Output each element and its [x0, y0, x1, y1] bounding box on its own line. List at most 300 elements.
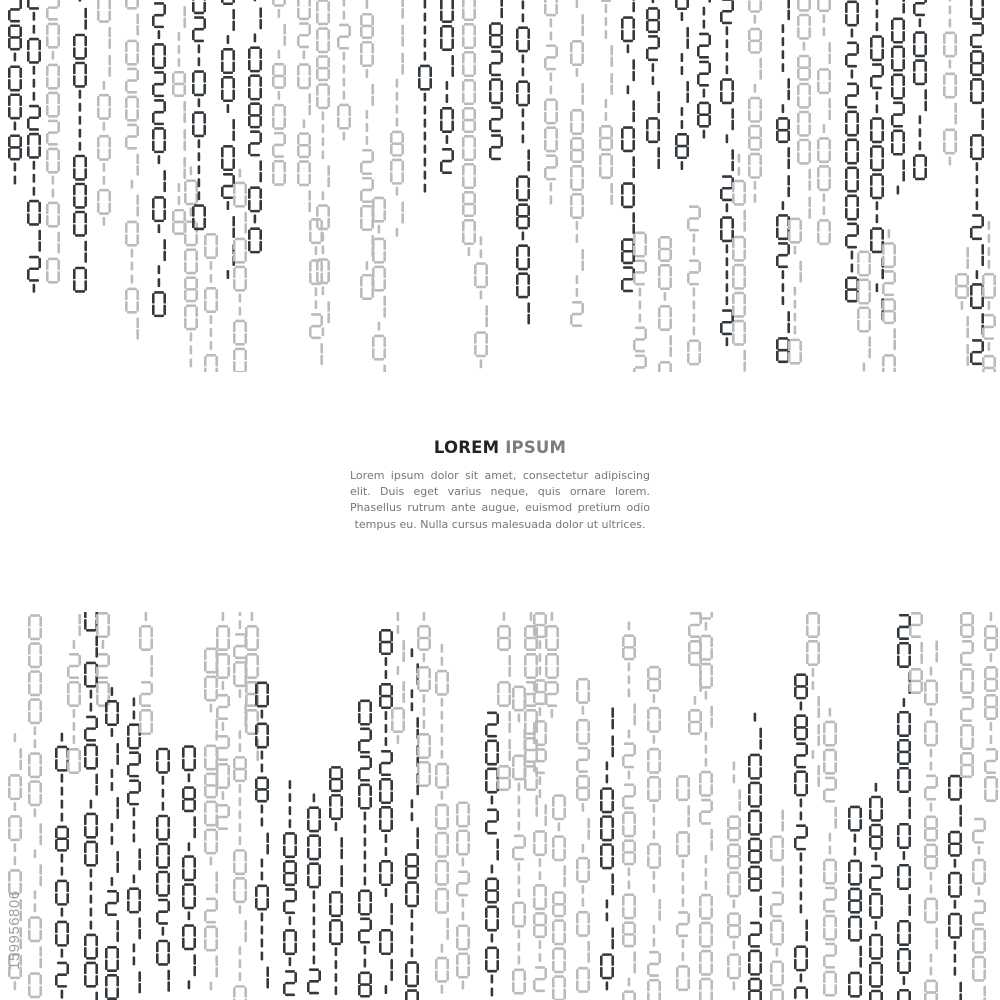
segment-dash: [343, 0, 346, 7]
digit-glyph: [891, 130, 905, 156]
digit-glyph: [456, 801, 470, 827]
digit-glyph: [152, 291, 166, 317]
digit-glyph: [732, 320, 746, 346]
segment-dash: [261, 804, 264, 813]
digit-glyph: [632, 156, 635, 178]
digit-glyph: [216, 804, 230, 830]
segment-dash: [254, 33, 257, 42]
segment-dash: [111, 836, 114, 845]
segment-dash: [90, 908, 93, 917]
segment-dash: [190, 345, 193, 354]
digit-glyph: [943, 32, 957, 58]
digit-glyph: [748, 866, 762, 892]
segment-dash: [978, 887, 981, 896]
digit-glyph: [955, 273, 969, 299]
digit-glyph: [699, 799, 713, 825]
segment-dash: [34, 849, 37, 858]
digit-glyph: [512, 755, 526, 781]
digit-glyph: [924, 679, 938, 705]
digit-glyph: [576, 911, 590, 937]
segment-dash: [726, 39, 729, 48]
digit-glyph: [248, 186, 262, 212]
digit-glyph: [182, 855, 196, 881]
digit-glyph: [882, 242, 896, 268]
digit-glyph: [570, 40, 584, 66]
segment-dash: [522, 67, 525, 76]
segment-dash: [289, 806, 292, 815]
digit-glyph: [204, 287, 218, 313]
segment-dash: [397, 666, 400, 675]
digit-glyph: [136, 154, 139, 176]
digit-glyph: [139, 681, 153, 707]
digit-glyph: [806, 640, 820, 666]
segment-dash: [682, 872, 685, 881]
digit-glyph: [358, 756, 372, 782]
digit-glyph: [435, 860, 449, 886]
digit-glyph: [781, 865, 784, 887]
digit-glyph: [848, 888, 862, 914]
segment-dash: [539, 666, 542, 675]
segment-dash: [652, 63, 655, 72]
segment-dash: [411, 948, 414, 957]
segment-dash: [754, 84, 757, 93]
digit-glyph: [308, 93, 311, 115]
segment-dash: [854, 847, 857, 856]
segment-dash: [653, 925, 656, 934]
digit-glyph: [817, 765, 820, 787]
segment-dash: [131, 180, 134, 189]
digit-glyph: [163, 170, 166, 192]
digit-glyph: [788, 218, 802, 244]
segment-dash: [315, 300, 318, 309]
digit-glyph: [97, 135, 111, 161]
segment-dash: [364, 877, 367, 886]
digit-glyph: [748, 922, 762, 948]
segment-dash: [188, 980, 191, 989]
segment-dash: [385, 711, 388, 720]
segment-dash: [289, 819, 292, 828]
digit-glyph: [720, 309, 734, 335]
segment-dash: [261, 817, 264, 826]
digit-glyph: [512, 969, 526, 995]
digit-glyph: [845, 277, 859, 303]
segment-dash: [90, 800, 93, 809]
segment-dash: [111, 823, 114, 832]
digit-glyph: [848, 806, 862, 832]
digit-glyph: [646, 7, 660, 33]
segment-dash: [903, 851, 906, 860]
digit-glyph: [732, 236, 746, 262]
segment-dash: [829, 846, 832, 855]
digit-glyph: [787, 175, 790, 197]
digit-glyph: [67, 748, 81, 774]
digit-glyph: [416, 827, 419, 849]
segment-dash: [79, 116, 82, 125]
segment-dash: [653, 817, 656, 826]
digit-glyph: [970, 214, 984, 240]
digit-glyph: [770, 919, 784, 945]
digit-glyph: [817, 696, 820, 718]
segment-dash: [396, 92, 399, 101]
segment-dash: [754, 181, 757, 190]
digit-glyph: [984, 694, 998, 720]
digit-glyph: [776, 337, 790, 363]
digit-glyph: [533, 748, 547, 774]
digit-glyph: [84, 813, 98, 839]
segment-dash: [52, 176, 55, 185]
digit-glyph: [897, 948, 911, 974]
digit-glyph: [686, 27, 689, 49]
digit-glyph: [245, 625, 259, 651]
segment-dash: [313, 916, 316, 925]
digit-glyph: [307, 806, 321, 832]
digit-glyph: [192, 16, 206, 42]
digit-glyph: [358, 700, 372, 726]
segment-dash: [364, 838, 367, 847]
digit-glyph: [440, 0, 454, 23]
segment-dash: [446, 135, 449, 144]
segment-dash: [278, 9, 281, 18]
digit-glyph: [105, 946, 119, 972]
segment-dash: [539, 858, 542, 867]
segment-dash: [800, 852, 803, 861]
digit-glyph: [19, 748, 22, 770]
digit-glyph: [732, 292, 746, 318]
digit-glyph: [823, 915, 837, 941]
digit-glyph: [972, 818, 986, 844]
digit-glyph: [379, 860, 393, 886]
digit-glyph: [28, 972, 42, 998]
digit-glyph: [435, 763, 449, 789]
digit-glyph: [720, 78, 734, 104]
digit-glyph: [204, 801, 218, 827]
digit-glyph: [417, 666, 431, 692]
segment-dash: [335, 822, 338, 831]
segment-dash: [158, 265, 161, 274]
segment-dash: [396, 187, 399, 196]
digit-glyph: [372, 335, 386, 361]
segment-dash: [61, 787, 64, 796]
digit-glyph: [485, 305, 488, 327]
digit-glyph: [960, 640, 974, 666]
digit-glyph: [84, 962, 98, 988]
segment-dash: [79, 103, 82, 112]
digit-glyph: [770, 988, 784, 1000]
digit-glyph: [95, 992, 98, 1000]
segment-dash: [133, 874, 136, 883]
digit-glyph: [27, 133, 41, 159]
digit-glyph: [309, 313, 323, 339]
digit-glyph: [462, 79, 476, 105]
digit-glyph: [489, 78, 503, 104]
digit-glyph: [474, 262, 488, 288]
digit-glyph: [360, 274, 374, 300]
digit-glyph: [402, 640, 405, 662]
digit-glyph: [675, 133, 689, 159]
segment-dash: [990, 612, 993, 621]
segment-dash: [903, 698, 906, 707]
body-paragraph: Lorem ipsum dolor sit amet, consectetur adipiscing elit. Duis eget varius neque, quis ornare lorem. Phasellus rutrum ante augue, euismod pretium odio tempus eu. Nulla cursus malesuada dolor ut ultrices.: [350, 469, 650, 531]
segment-dash: [823, 193, 826, 202]
segment-dash: [652, 76, 655, 85]
segment-dash: [491, 987, 494, 996]
digit-glyph: [817, 137, 831, 163]
digit-glyph: [982, 314, 996, 340]
segment-dash: [530, 612, 533, 621]
digit-glyph: [108, 27, 111, 49]
segment-dash: [576, 0, 579, 8]
digit-glyph: [215, 719, 218, 741]
segment-dash: [462, 857, 465, 866]
digit-glyph: [981, 244, 984, 266]
digit-glyph: [902, 160, 905, 182]
digit-glyph: [727, 843, 741, 869]
digit-glyph: [136, 195, 139, 217]
segment-dash: [133, 820, 136, 829]
segment-dash: [343, 65, 346, 74]
digit-glyph: [184, 276, 198, 302]
digit-glyph: [182, 786, 196, 812]
segment-dash: [733, 940, 736, 949]
digit-glyph: [462, 191, 476, 217]
segment-dash: [681, 66, 684, 75]
digit-glyph: [512, 686, 526, 712]
segment-dash: [111, 769, 114, 778]
digit-glyph: [215, 956, 218, 978]
digit-glyph: [248, 46, 262, 72]
segment-dash: [366, 69, 369, 78]
digit-glyph: [184, 248, 198, 274]
digit-glyph: [845, 167, 859, 193]
digit-glyph: [116, 920, 119, 942]
segment-dash: [539, 871, 542, 880]
digit-glyph: [55, 962, 69, 988]
segment-dash: [366, 261, 369, 270]
digit-glyph: [787, 311, 790, 333]
digit-glyph: [216, 625, 230, 651]
digit-glyph: [897, 642, 911, 668]
segment-dash: [198, 44, 201, 53]
digit-glyph: [255, 681, 269, 707]
digit-glyph: [360, 149, 374, 175]
bottom-digital-rain-band: [0, 612, 1000, 1000]
digit-glyph: [152, 99, 166, 125]
segment-dash: [366, 136, 369, 145]
segment-dash: [990, 653, 993, 662]
digit-glyph: [308, 190, 311, 212]
digit-glyph: [897, 711, 911, 737]
digit-glyph: [834, 807, 837, 829]
digit-glyph: [869, 934, 883, 960]
digit-glyph: [73, 211, 87, 237]
digit-glyph: [524, 765, 538, 791]
digit-glyph: [204, 648, 218, 674]
segment-dash: [888, 229, 891, 238]
segment-dash: [705, 758, 708, 767]
digit-glyph: [544, 0, 558, 16]
segment-dash: [261, 925, 264, 934]
digit-glyph: [358, 890, 372, 916]
digit-glyph: [748, 810, 762, 836]
digit-glyph: [152, 196, 166, 222]
segment-dash: [829, 708, 832, 717]
segment-dash: [653, 938, 656, 947]
digit-glyph: [485, 808, 499, 834]
digit-glyph: [797, 111, 811, 137]
digit-glyph: [845, 223, 859, 249]
digit-glyph: [204, 829, 218, 855]
digit-glyph: [658, 361, 672, 372]
digit-glyph: [823, 777, 837, 803]
digit-glyph: [622, 839, 636, 865]
digit-glyph: [544, 804, 547, 826]
digit-glyph: [633, 703, 636, 725]
digit-glyph: [748, 125, 762, 151]
digit-glyph: [759, 728, 762, 750]
segment-dash: [254, 0, 257, 1]
digit-glyph: [125, 68, 139, 94]
digit-glyph: [233, 985, 247, 1000]
digit-glyph: [233, 320, 247, 346]
digit-glyph: [516, 244, 530, 270]
digit-glyph: [96, 612, 110, 638]
segment-dash: [606, 981, 609, 990]
digit-glyph: [632, 212, 635, 234]
digit-glyph: [105, 700, 119, 726]
segment-dash: [829, 833, 832, 842]
digit-glyph: [266, 832, 269, 854]
segment-dash: [385, 985, 388, 994]
digit-glyph: [383, 365, 386, 372]
digit-glyph: [272, 0, 286, 7]
digit-glyph: [221, 76, 235, 102]
digit-glyph: [28, 916, 42, 942]
segment-dash: [162, 802, 165, 811]
segment-dash: [582, 803, 585, 812]
segment-dash: [930, 966, 933, 975]
digit-glyph: [687, 339, 701, 365]
digit-glyph: [869, 990, 883, 1000]
digit-glyph: [738, 789, 741, 811]
segment-dash: [33, 161, 36, 170]
digit-glyph: [897, 864, 911, 890]
segment-dash: [61, 733, 64, 742]
digit-glyph: [675, 0, 689, 10]
segment-dash: [754, 713, 757, 722]
digit-glyph: [372, 266, 386, 292]
digit-glyph: [972, 928, 986, 954]
digit-glyph: [233, 182, 247, 208]
digit-glyph: [647, 951, 661, 977]
digit-glyph: [255, 722, 269, 748]
digit-glyph: [401, 0, 404, 19]
digit-glyph: [545, 653, 559, 679]
digit-glyph: [8, 0, 22, 22]
digit-glyph: [787, 0, 790, 20]
segment-dash: [261, 938, 264, 947]
digit-glyph: [533, 966, 547, 992]
segment-dash: [800, 798, 803, 807]
digit-glyph: [882, 354, 896, 372]
segment-dash: [397, 625, 400, 634]
segment-dash: [726, 244, 729, 253]
digit-glyph: [794, 824, 808, 850]
segment-dash: [34, 890, 37, 899]
segment-dash: [239, 169, 242, 178]
digit-glyph: [497, 681, 511, 707]
digit-glyph: [748, 28, 762, 54]
digit-glyph: [924, 815, 938, 841]
digit-glyph: [727, 912, 741, 938]
segment-dash: [875, 783, 878, 792]
digit-glyph: [272, 63, 286, 89]
segment-dash: [550, 31, 553, 40]
segment-dash: [396, 105, 399, 114]
digit-glyph: [970, 50, 984, 76]
digit-glyph: [192, 111, 206, 137]
digit-glyph: [632, 59, 635, 81]
segment-dash: [441, 750, 444, 759]
digit-glyph: [902, 0, 905, 14]
digit-glyph: [360, 13, 374, 39]
digit-glyph: [417, 761, 431, 787]
segment-dash: [693, 233, 696, 242]
digit-glyph: [138, 848, 141, 870]
digit-glyph: [544, 154, 558, 180]
digit-glyph: [172, 209, 186, 235]
digit-glyph: [948, 831, 962, 857]
segment-dash: [794, 300, 797, 309]
segment-dash: [178, 183, 181, 192]
segment-dash: [61, 854, 64, 863]
digit-glyph: [73, 62, 87, 88]
segment-dash: [343, 91, 346, 100]
digit-glyph: [552, 835, 566, 861]
segment-dash: [385, 888, 388, 897]
digit-glyph: [316, 83, 330, 109]
digit-glyph: [28, 752, 42, 778]
segment-dash: [794, 287, 797, 296]
segment-dash: [210, 315, 213, 324]
digit-glyph: [897, 823, 911, 849]
digit-glyph: [248, 130, 262, 156]
digit-glyph: [970, 22, 984, 48]
segment-dash: [628, 977, 631, 986]
segment-dash: [694, 696, 697, 705]
digit-glyph: [485, 767, 499, 793]
digit-glyph: [221, 48, 235, 74]
segment-dash: [582, 898, 585, 907]
segment-dash: [61, 990, 64, 999]
digit-glyph: [462, 23, 476, 49]
digit-glyph: [788, 339, 802, 365]
segment-dash: [681, 107, 684, 116]
digit-glyph: [913, 154, 927, 180]
segment-dash: [303, 50, 306, 59]
digit-glyph: [893, 328, 896, 350]
digit-glyph: [67, 681, 81, 707]
segment-dash: [364, 851, 367, 860]
digit-glyph: [632, 100, 635, 122]
segment-dash: [522, 121, 525, 130]
segment-dash: [539, 776, 542, 785]
digit-glyph: [743, 210, 746, 232]
digit-glyph: [435, 888, 449, 914]
digit-glyph: [116, 851, 119, 873]
digit-glyph: [152, 127, 166, 153]
segment-dash: [313, 890, 316, 899]
segment-dash: [988, 221, 991, 230]
